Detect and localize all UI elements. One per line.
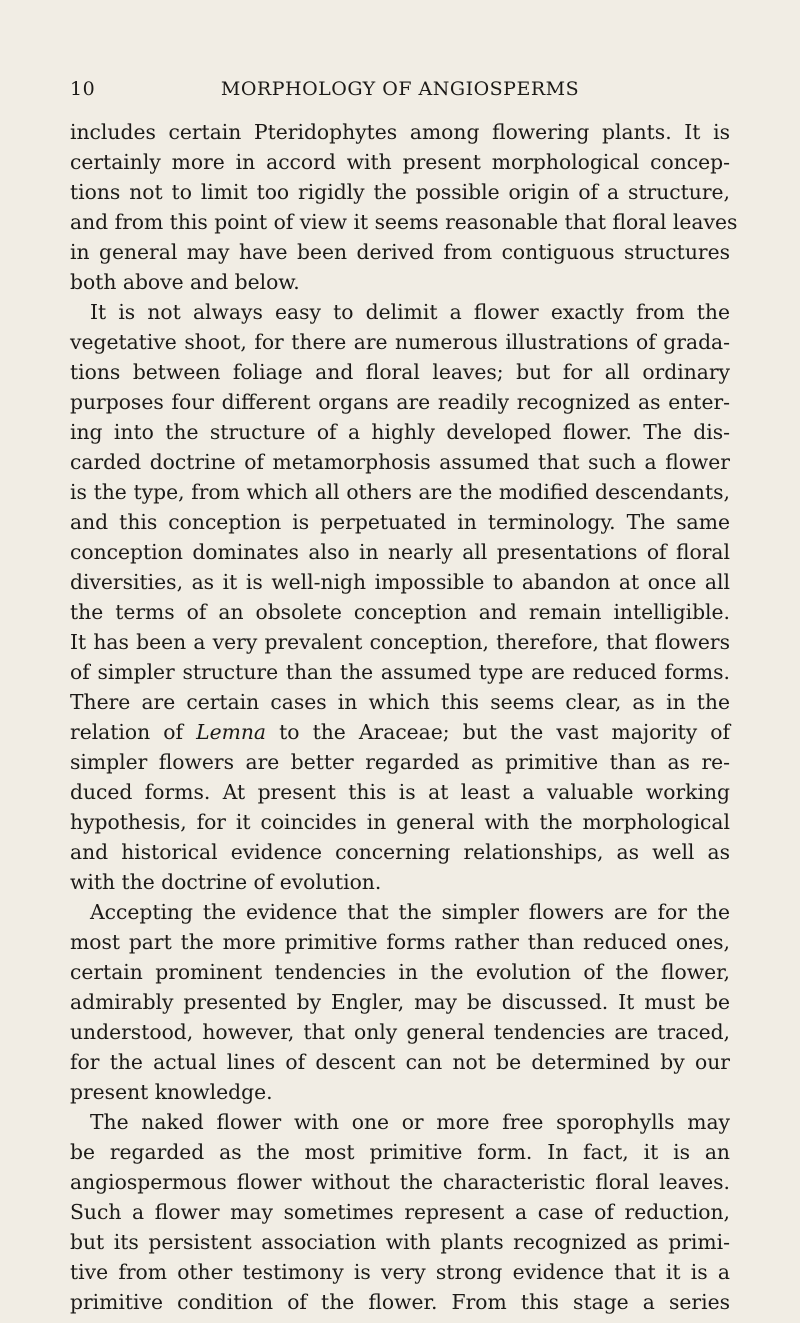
- text-line: ing into the structure of a highly developed flower. The dis-: [70, 420, 730, 444]
- text-line: It is not always easy to delimit a flower exactly from the: [90, 300, 730, 324]
- page-number: 10: [70, 78, 96, 100]
- text-line: with the doctrine of evolution.: [70, 870, 382, 894]
- text-line: simpler flowers are better regarded as primitive than as re-: [70, 750, 730, 774]
- text-line: Such a flower may sometimes represent a case of reduction,: [70, 1200, 730, 1224]
- text-line: carded doctrine of metamorphosis assumed that such a flower: [70, 450, 730, 474]
- text-line: relation of Lemna to the Araceae; but the vast majority of: [70, 720, 730, 744]
- text-line: The naked flower with one or more free sporophylls may: [90, 1110, 730, 1134]
- text-line: certain prominent tendencies in the evolution of the flower,: [70, 960, 730, 984]
- text-line: most part the more primitive forms rather than reduced ones,: [70, 930, 730, 954]
- text-line: and from this point of view it seems reasonable that floral leaves: [70, 210, 738, 234]
- text-line: There are certain cases in which this seems clear, as in the: [70, 690, 730, 714]
- text-line: of simpler structure than the assumed type are reduced forms.: [70, 660, 730, 684]
- text-line: but its persistent association with plants recognized as primi-: [70, 1230, 730, 1254]
- text-line: angiospermous flower without the characteristic floral leaves.: [70, 1170, 730, 1194]
- body-text: [70, 117, 738, 1317]
- text-line: is the type, from which all others are the modified descendants,: [70, 480, 730, 504]
- text-line: primitive condition of the flower. From this stage a series: [70, 1290, 730, 1314]
- text-line: conception dominates also in nearly all presentations of floral: [70, 540, 730, 564]
- text-line: diversities, as it is well-nigh impossible to abandon at once all: [70, 570, 730, 594]
- text-line: tive from other testimony is very strong evidence that it is a: [70, 1260, 730, 1284]
- text-line: hypothesis, for it coincides in general with the morphological: [70, 810, 730, 834]
- text-line: vegetative shoot, for there are numerous illustrations of grada-: [70, 330, 730, 354]
- text-line: and this conception is perpetuated in terminology. The same: [70, 510, 730, 534]
- text-line: Accepting the evidence that the simpler flowers are for the: [90, 900, 730, 924]
- text-line: present knowledge.: [70, 1080, 273, 1104]
- text-line: both above and below.: [70, 270, 300, 294]
- text-line: tions not to limit too rigidly the possible origin of a structure,: [70, 180, 730, 204]
- text-line: understood, however, that only general tendencies are traced,: [70, 1020, 730, 1044]
- text-line: the terms of an obsolete conception and remain intelligible.: [70, 600, 730, 624]
- text-line: for the actual lines of descent can not be determined by our: [70, 1050, 730, 1074]
- text-line: purposes four different organs are readily recognized as enter-: [70, 390, 730, 414]
- text-line: admirably presented by Engler, may be discussed. It must be: [70, 990, 730, 1014]
- running-title: MORPHOLOGY OF ANGIOSPERMS: [220, 78, 580, 100]
- text-line: and historical evidence concerning relationships, as well as: [70, 840, 730, 864]
- text-line: includes certain Pteridophytes among flowering plants. It is: [70, 120, 730, 144]
- text-line: be regarded as the most primitive form. In fact, it is an: [70, 1140, 730, 1164]
- text-line: certainly more in accord with present morphological concep-: [70, 150, 730, 174]
- text-line: It has been a very prevalent conception, therefore, that flowers: [70, 630, 730, 654]
- text-line: duced forms. At present this is at least a valuable working: [70, 780, 730, 804]
- text-line: in general may have been derived from contiguous structures: [70, 240, 730, 264]
- text-line: tions between foliage and floral leaves; but for all ordinary: [70, 360, 730, 384]
